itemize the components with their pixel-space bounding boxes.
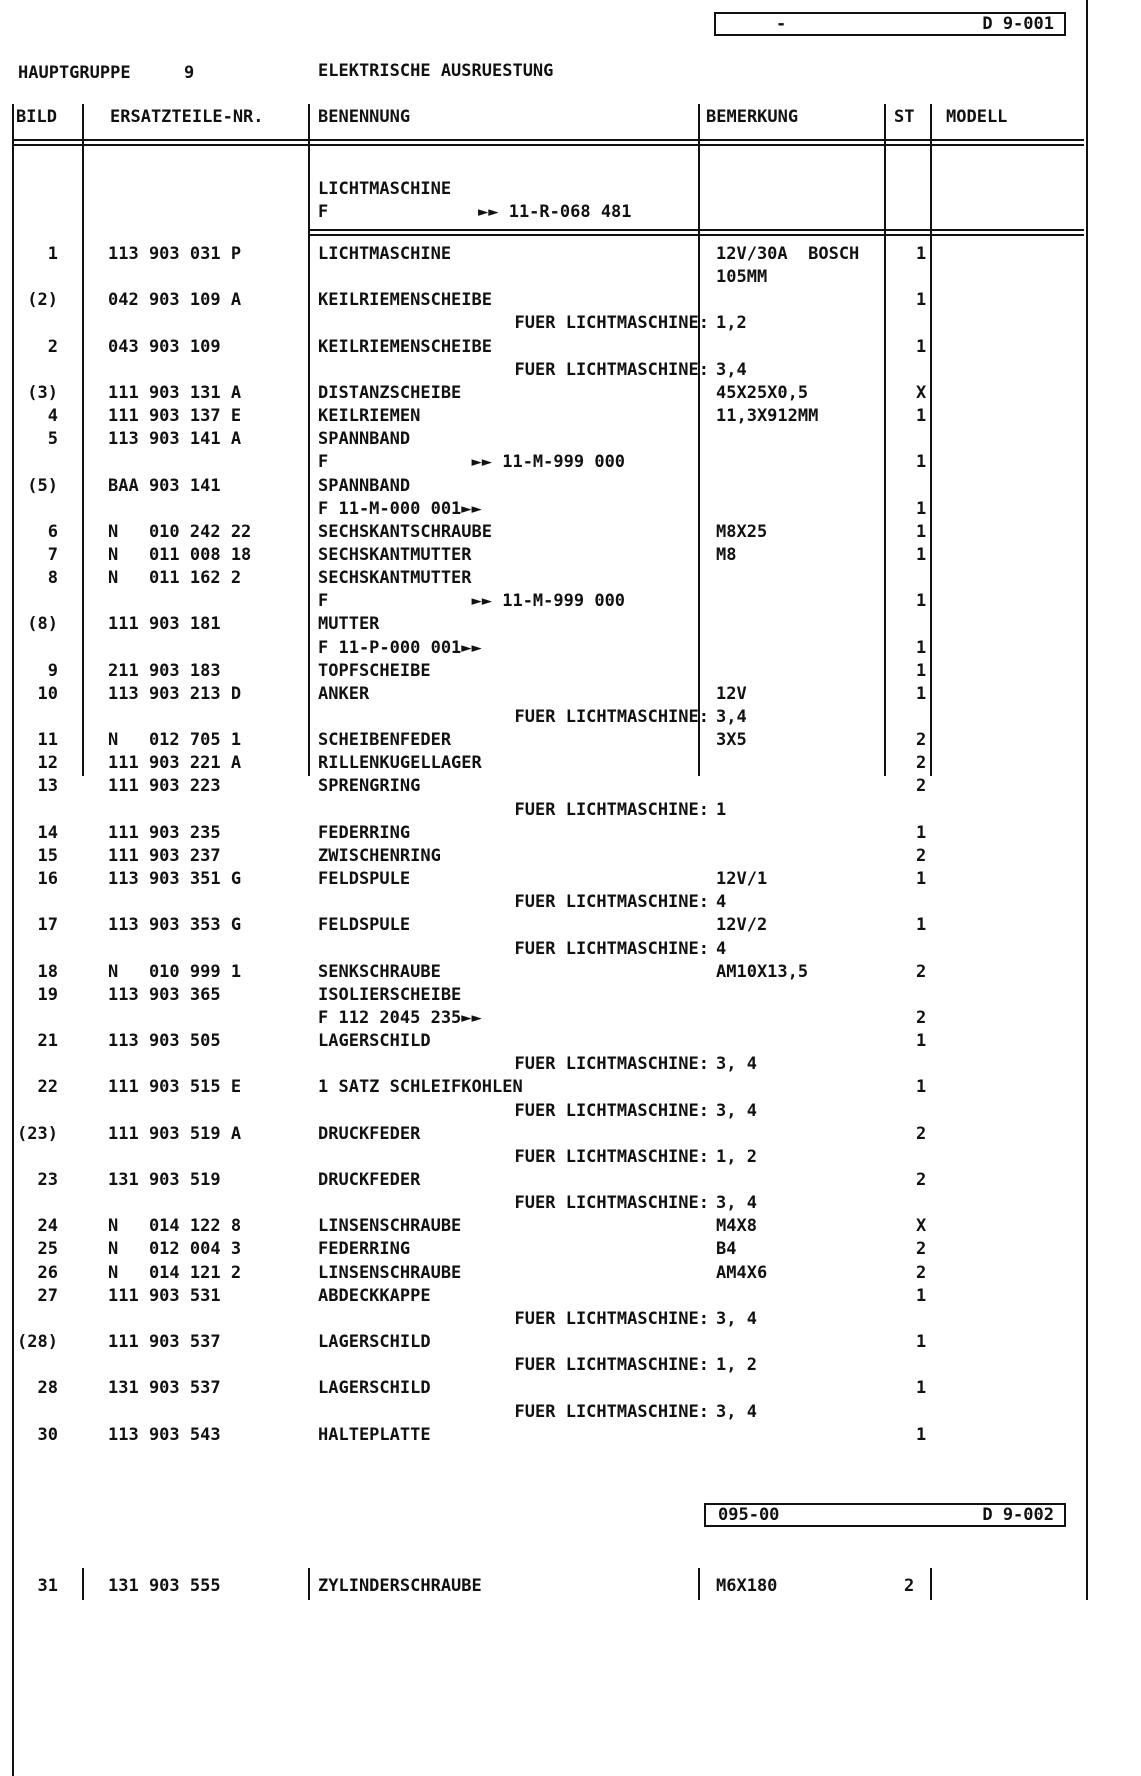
quantity: 1 [916, 822, 927, 843]
part-name: SECHSKANTMUTTER [318, 568, 472, 589]
bild-number: 6 [47, 521, 58, 542]
usage-note: FUER LICHTMASCHINE: [514, 799, 709, 820]
part-name: FELDSPULE [318, 869, 411, 890]
part-number: 042 903 109 A [108, 290, 242, 311]
quantity: 2 [916, 845, 927, 866]
quantity: 2 [916, 1007, 927, 1028]
table-row [0, 683, 1141, 706]
table-row [0, 1030, 1141, 1053]
remark: M4X8 [716, 1216, 757, 1237]
table-row [0, 868, 1141, 891]
part-name: F ►► 11-M-999 000 [318, 452, 626, 473]
part-name: KEILRIEMENSCHEIBE [318, 336, 492, 357]
table-row [0, 266, 1141, 289]
remark: 11,3X912MM [716, 406, 819, 427]
usage-note: FUER LICHTMASCHINE: [514, 892, 709, 913]
part-name: FEDERRING [318, 822, 411, 843]
remark: 1, 2 [716, 1146, 757, 1167]
table-row [0, 289, 1141, 312]
next-st: 2 [904, 1576, 915, 1596]
part-name: FEDERRING [318, 1239, 411, 1260]
part-name: RILLENKUGELLAGER [318, 753, 482, 774]
table-row [0, 521, 1141, 544]
part-number: 111 903 237 [108, 845, 221, 866]
table-row [0, 914, 1141, 937]
table-subrow [0, 1401, 1141, 1424]
col-header-modell: MODELL [946, 107, 1008, 127]
table-subrow [0, 706, 1141, 729]
page-code-bottom-right: D 9-002 [982, 1505, 1054, 1525]
part-name: SECHSKANTMUTTER [318, 544, 472, 565]
part-number: N 014 122 8 [108, 1216, 242, 1237]
part-name: LINSENSCHRAUBE [318, 1216, 462, 1237]
group-number: 9 [184, 63, 195, 83]
usage-note: FUER LICHTMASCHINE: [514, 938, 709, 959]
quantity: 2 [916, 961, 927, 982]
bild-number: 4 [47, 406, 58, 427]
usage-note: FUER LICHTMASCHINE: [514, 1100, 709, 1121]
bild-number: (5) [27, 475, 58, 496]
table-subrow [0, 1192, 1141, 1215]
part-name: F 11-M-000 001►► [318, 498, 482, 519]
bild-number: 7 [47, 544, 58, 565]
table-subrow [0, 1354, 1141, 1377]
assembly-rule [310, 229, 1084, 236]
col-header-part: ERSATZTEILE-NR. [110, 107, 264, 127]
part-number: 113 903 365 [108, 984, 221, 1005]
table-subrow [0, 891, 1141, 914]
remark: AM10X13,5 [716, 961, 809, 982]
quantity: 1 [916, 521, 927, 542]
table-row [0, 590, 1141, 613]
next-part: 131 903 555 [108, 1576, 221, 1596]
table-row [0, 1238, 1141, 1261]
quantity: X [916, 1216, 927, 1237]
quantity: 1 [916, 1031, 927, 1052]
part-name: LINSENSCHRAUBE [318, 1262, 462, 1283]
quantity: 2 [916, 1170, 927, 1190]
table-row [0, 1377, 1141, 1400]
page-code-top-left: - [776, 14, 787, 34]
quantity: 1 [916, 290, 927, 311]
bild-number: 1 [47, 244, 58, 264]
part-number: N 014 121 2 [108, 1262, 242, 1283]
remark: AM4X6 [716, 1262, 768, 1283]
bild-number: 5 [47, 429, 58, 450]
remark: 4 [716, 892, 727, 913]
usage-note: FUER LICHTMASCHINE: [514, 359, 709, 380]
part-number: BAA 903 141 [108, 475, 221, 496]
remark: 1, 2 [716, 1355, 757, 1376]
part-number: 113 903 505 [108, 1031, 221, 1052]
quantity: 1 [916, 1077, 927, 1098]
part-name: FELDSPULE [318, 915, 411, 936]
table-row [0, 822, 1141, 845]
bild-number: 10 [37, 683, 58, 704]
part-number: N 010 242 22 [108, 521, 252, 542]
bild-number: 18 [37, 961, 58, 982]
quantity: 2 [916, 753, 927, 774]
remark: 3,4 [716, 359, 747, 380]
bild-number: 17 [37, 915, 58, 936]
part-number: 043 903 109 [108, 336, 221, 357]
part-number: 111 903 235 [108, 822, 221, 843]
part-name: HALTEPLATTE [318, 1424, 431, 1445]
col-header-bild: BILD [16, 107, 57, 127]
part-number: 113 903 351 G [108, 869, 242, 890]
col-header-bem: BEMERKUNG [706, 107, 799, 127]
part-name: LICHTMASCHINE [318, 244, 452, 264]
part-name: SPANNBAND [318, 475, 411, 496]
quantity: 1 [916, 244, 927, 264]
quantity: 2 [916, 1123, 927, 1144]
remark: 1 [716, 799, 727, 820]
quantity: 1 [916, 336, 927, 357]
part-name: LAGERSCHILD [318, 1031, 431, 1052]
quantity: 2 [916, 1239, 927, 1260]
remark: 12V/30A BOSCH [716, 244, 860, 264]
bild-number: 19 [37, 984, 58, 1005]
table-row [0, 984, 1141, 1007]
remark: 12V [716, 683, 747, 704]
part-name: F 11-P-000 001►► [318, 637, 482, 658]
quantity: 2 [916, 1262, 927, 1283]
quantity: 1 [916, 1332, 927, 1353]
table-subrow [0, 1053, 1141, 1076]
quantity: 1 [916, 683, 927, 704]
part-number: 111 903 131 A [108, 382, 242, 403]
table-row [0, 775, 1141, 798]
part-name: SECHSKANTSCHRAUBE [318, 521, 492, 542]
table-row [0, 1123, 1141, 1146]
part-name: F ►► 11-M-999 000 [318, 591, 626, 612]
quantity: 1 [916, 591, 927, 612]
part-name: MUTTER [318, 614, 380, 635]
table-row [0, 660, 1141, 683]
col-header-name: BENENNUNG [318, 107, 411, 127]
bild-number: 24 [37, 1216, 58, 1237]
usage-note: FUER LICHTMASCHINE: [514, 1054, 709, 1075]
next-bem: M6X180 [716, 1576, 778, 1596]
table-row [0, 752, 1141, 775]
table-row [0, 1007, 1141, 1030]
table-row [0, 1262, 1141, 1285]
page-code-bottom-left: 095-00 [718, 1505, 780, 1525]
table-row [0, 428, 1141, 451]
assembly-name: LICHTMASCHINE [318, 179, 452, 199]
remark: 3, 4 [716, 1308, 757, 1329]
page-code-top [714, 12, 1066, 36]
part-number: 111 903 531 [108, 1285, 221, 1306]
bild-number: 27 [37, 1285, 58, 1306]
part-number: 113 903 031 P [108, 244, 242, 264]
table-row [0, 498, 1141, 521]
page-code-bottom [704, 1503, 1066, 1527]
part-number: 111 903 181 [108, 614, 221, 635]
table-row [0, 613, 1141, 636]
assembly-chassis: ►► 11-R-068 481 [478, 202, 632, 222]
remark: M8 [716, 544, 737, 565]
bild-number: 11 [37, 730, 58, 751]
bild-number: (28) [17, 1332, 58, 1353]
usage-note: FUER LICHTMASCHINE: [514, 1146, 709, 1167]
bild-number: 9 [47, 660, 58, 681]
quantity: 1 [916, 1424, 927, 1445]
table-row [0, 544, 1141, 567]
bild-number: (3) [27, 382, 58, 403]
next-page-row [0, 1575, 1141, 1598]
usage-note: FUER LICHTMASCHINE: [514, 1193, 709, 1214]
part-number: 113 903 213 D [108, 683, 242, 704]
remark: 3,4 [716, 707, 747, 727]
table-row [0, 1285, 1141, 1308]
table-row [0, 336, 1141, 359]
table-row [0, 1331, 1141, 1354]
table-row [0, 1215, 1141, 1238]
remark: B4 [716, 1239, 737, 1260]
quantity: 1 [916, 1285, 927, 1306]
remark: 12V/1 [716, 869, 768, 890]
bild-number: 8 [47, 568, 58, 589]
bild-number: (8) [27, 614, 58, 635]
remark: 3, 4 [716, 1100, 757, 1121]
part-name: DISTANZSCHEIBE [318, 382, 462, 403]
page-code-top-right: D 9-001 [982, 14, 1054, 34]
usage-note: FUER LICHTMASCHINE: [514, 1401, 709, 1422]
bild-number: 16 [37, 869, 58, 890]
quantity: 1 [916, 915, 927, 936]
bild-number: 23 [37, 1170, 58, 1190]
part-name: LAGERSCHILD [318, 1332, 431, 1353]
remark: 4 [716, 938, 727, 959]
part-name: KEILRIEMEN [318, 406, 421, 427]
table-row [0, 451, 1141, 474]
quantity: 2 [916, 730, 927, 751]
quantity: 1 [916, 869, 927, 890]
bild-number: (2) [27, 290, 58, 311]
part-name: ABDECKKAPPE [318, 1285, 431, 1306]
bild-number: 26 [37, 1262, 58, 1283]
part-name: KEILRIEMENSCHEIBE [318, 290, 492, 311]
remark: 3X5 [716, 730, 747, 751]
group-title: ELEKTRISCHE AUSRUESTUNG [318, 61, 554, 81]
part-number: 131 903 537 [108, 1378, 221, 1399]
next-bild: 31 [37, 1576, 58, 1596]
part-number: 131 903 519 [108, 1170, 221, 1190]
part-number: 111 903 515 E [108, 1077, 242, 1098]
quantity: 1 [916, 406, 927, 427]
table-row [0, 637, 1141, 660]
header-rule [12, 139, 1084, 146]
remark: 3, 4 [716, 1401, 757, 1422]
table-row [0, 405, 1141, 428]
part-number: 111 903 223 [108, 776, 221, 797]
remark: 3, 4 [716, 1193, 757, 1214]
remark: 45X25X0,5 [716, 382, 809, 403]
table-subrow [0, 312, 1141, 335]
bild-number: 13 [37, 776, 58, 797]
part-number: 113 903 543 [108, 1424, 221, 1445]
part-number: 111 903 137 E [108, 406, 242, 427]
part-name: ZWISCHENRING [318, 845, 441, 866]
part-number: N 011 162 2 [108, 568, 242, 589]
table-row [0, 567, 1141, 590]
assembly-from-label: F [318, 202, 329, 222]
part-number: 111 903 537 [108, 1332, 221, 1353]
usage-note: FUER LICHTMASCHINE: [514, 1308, 709, 1329]
part-name: ISOLIERSCHEIBE [318, 984, 462, 1005]
table-subrow [0, 359, 1141, 382]
group-label: HAUPTGRUPPE [18, 63, 131, 83]
part-name: SPANNBAND [318, 429, 411, 450]
bild-number: 21 [37, 1031, 58, 1052]
table-row [0, 1424, 1141, 1447]
part-number: 211 903 183 [108, 660, 221, 681]
remark: 1,2 [716, 313, 747, 334]
quantity: 1 [916, 1378, 927, 1399]
bild-number: 2 [47, 336, 58, 357]
col-header-st: ST [894, 107, 915, 127]
part-number: N 012 705 1 [108, 730, 242, 751]
part-number: N 010 999 1 [108, 961, 242, 982]
bild-number: 28 [37, 1378, 58, 1399]
part-name: DRUCKFEDER [318, 1170, 421, 1190]
quantity: 1 [916, 637, 927, 658]
quantity: X [916, 382, 927, 403]
remark: 12V/2 [716, 915, 768, 936]
part-number: 113 903 353 G [108, 915, 242, 936]
quantity: 1 [916, 498, 927, 519]
part-name: SENKSCHRAUBE [318, 961, 441, 982]
table-subrow [0, 1100, 1141, 1123]
table-row [0, 845, 1141, 868]
table-subrow [0, 799, 1141, 822]
usage-note: FUER LICHTMASCHINE: [514, 313, 709, 334]
part-name: ANKER [318, 683, 370, 704]
bild-number: 22 [37, 1077, 58, 1098]
remark: 105MM [716, 267, 768, 288]
part-name: 1 SATZ SCHLEIFKOHLEN [318, 1077, 523, 1098]
table-subrow [0, 1308, 1141, 1331]
part-name: F 112 2045 235►► [318, 1007, 482, 1028]
part-number: 113 903 141 A [108, 429, 242, 450]
part-name: TOPFSCHEIBE [318, 660, 431, 681]
part-name: SCHEIBENFEDER [318, 730, 452, 751]
bild-number: 12 [37, 753, 58, 774]
table-row [0, 243, 1141, 266]
table-subrow [0, 1146, 1141, 1169]
table-row [0, 475, 1141, 498]
bild-number: 14 [37, 822, 58, 843]
usage-note: FUER LICHTMASCHINE: [514, 707, 709, 727]
part-number: 111 903 221 A [108, 753, 242, 774]
quantity: 1 [916, 544, 927, 565]
part-number: 111 903 519 A [108, 1123, 242, 1144]
table-row [0, 729, 1141, 752]
usage-note: FUER LICHTMASCHINE: [514, 1355, 709, 1376]
bild-number: 25 [37, 1239, 58, 1260]
table-row [0, 1076, 1141, 1099]
quantity: 2 [916, 776, 927, 797]
bild-number: 15 [37, 845, 58, 866]
table-row [0, 382, 1141, 405]
next-name: ZYLINDERSCHRAUBE [318, 1576, 482, 1596]
remark: 3, 4 [716, 1054, 757, 1075]
table-subrow [0, 938, 1141, 961]
part-name: SPRENGRING [318, 776, 421, 797]
part-name: DRUCKFEDER [318, 1123, 421, 1144]
table-row [0, 961, 1141, 984]
part-number: N 012 004 3 [108, 1239, 242, 1260]
remark: M8X25 [716, 521, 768, 542]
table-row [0, 1169, 1141, 1192]
bild-number: 30 [37, 1424, 58, 1445]
part-name: LAGERSCHILD [318, 1378, 431, 1399]
quantity: 1 [916, 660, 927, 681]
part-number: N 011 008 18 [108, 544, 252, 565]
quantity: 1 [916, 452, 927, 473]
bild-number: (23) [17, 1123, 58, 1144]
